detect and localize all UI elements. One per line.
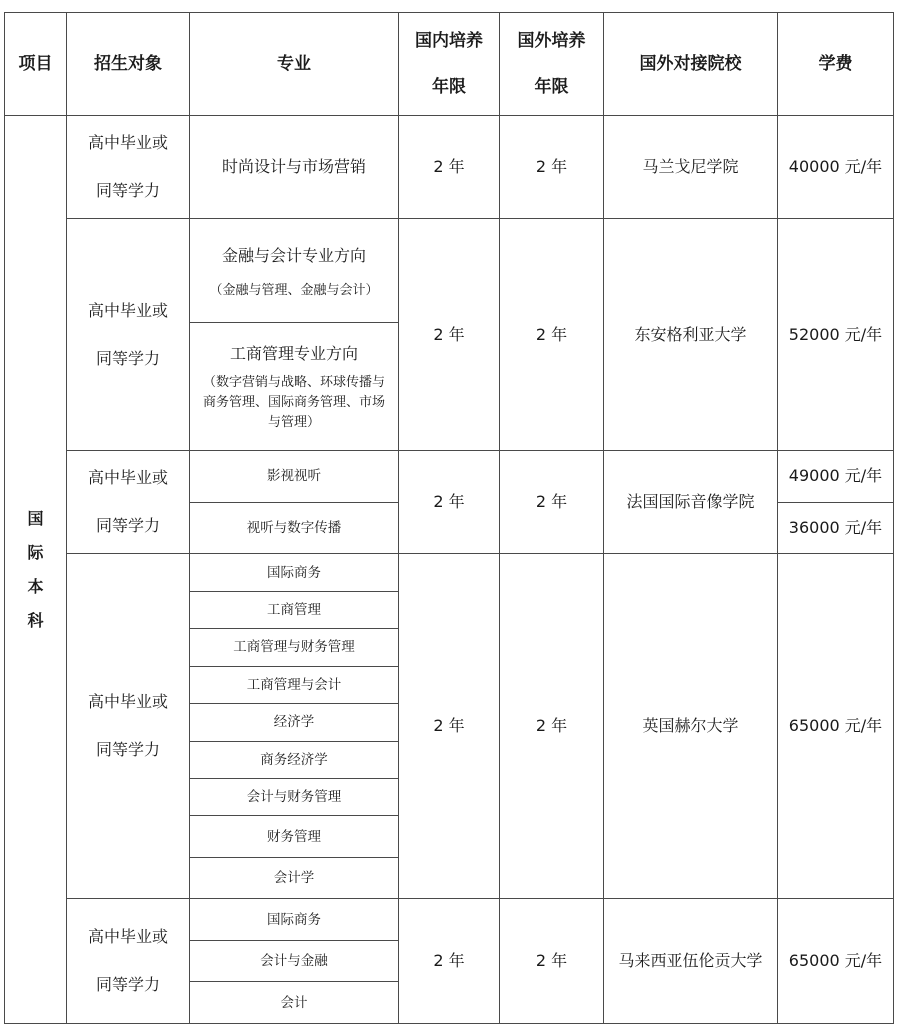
major-cell: 会计与财务管理 [190,779,399,816]
major-cell: 影视视听 [190,451,399,503]
major-cell [190,322,399,451]
major-cell: 工商管理与财务管理 [190,629,399,666]
table-row [5,219,894,322]
partner-cell: 法国国际音像学院 [604,451,778,554]
target-cell [67,554,190,899]
tuition-cell: 52000 元/年 [778,219,894,451]
header-project: 项目 [5,13,67,116]
target-cell [67,451,190,554]
project-char: 国 [27,508,44,528]
partner-cell: 英国赫尔大学 [604,554,778,899]
major-cell: 财务管理 [190,816,399,857]
overseas-years-cell: 2 年 [500,899,604,1024]
header-tuition: 学费 [778,13,894,116]
partner-cell: 马来西亚伍伦贡大学 [604,899,778,1024]
header-partner: 国外对接院校 [604,13,778,116]
partner-cell: 马兰戈尼学院 [604,116,778,219]
table-row [5,554,894,591]
target-line2: 同等学力 [95,181,160,201]
target-line2: 同等学力 [95,516,160,536]
header-domestic-years [399,13,500,116]
overseas-years-cell: 2 年 [500,554,604,899]
tuition-cell: 65000 元/年 [778,554,894,899]
overseas-years-cell: 2 年 [500,116,604,219]
major-cell: 工商管理与会计 [190,666,399,703]
major-cell: 经济学 [190,704,399,741]
domestic-years-cell: 2 年 [399,116,500,219]
target-line2: 同等学力 [95,740,160,760]
major-cell: 视听与数字传播 [190,502,399,554]
major-note: （金融与管理、金融与会计） [209,282,379,298]
domestic-years-cell: 2 年 [399,899,500,1024]
header-row [5,13,894,116]
header-overseas-years-line2: 年限 [534,77,569,98]
target-line1: 高中毕业或 [87,927,168,947]
domestic-years-cell: 2 年 [399,451,500,554]
project-char: 本 [27,576,44,596]
target-line1: 高中毕业或 [87,300,168,320]
major-cell: 商务经济学 [190,741,399,778]
major-cell [190,219,399,322]
target-cell [67,219,190,451]
partner-cell: 东安格利亚大学 [604,219,778,451]
major-title: 金融与会计专业方向 [221,245,366,265]
table-row [5,116,894,219]
major-cell: 会计与金融 [190,940,399,981]
target-line1: 高中毕业或 [87,133,168,153]
major-title: 工商管理专业方向 [229,344,358,364]
header-domestic-years-line1: 国内培养 [415,31,483,52]
major-cell: 会计学 [190,857,399,898]
overseas-years-cell: 2 年 [500,219,604,451]
header-overseas-years-line1: 国外培养 [517,31,586,52]
table-row [5,451,894,503]
table-row [5,899,894,940]
target-cell [67,116,190,219]
program-table [4,12,894,1024]
project-char: 科 [27,610,44,630]
header-major: 专业 [190,13,399,116]
project-cell [5,116,67,1024]
tuition-cell: 49000 元/年 [778,451,894,503]
overseas-years-cell: 2 年 [500,451,604,554]
header-overseas-years [500,13,604,116]
target-line1: 高中毕业或 [87,692,168,712]
major-cell: 国际商务 [190,899,399,940]
header-domestic-years-line2: 年限 [432,77,466,98]
target-line2: 同等学力 [95,348,160,368]
major-cell: 会计 [190,982,399,1024]
domestic-years-cell: 2 年 [399,554,500,899]
target-line1: 高中毕业或 [87,468,168,488]
tuition-cell: 65000 元/年 [778,899,894,1024]
header-target: 招生对象 [67,13,190,116]
domestic-years-cell: 2 年 [399,219,500,451]
tuition-cell: 40000 元/年 [778,116,894,219]
tuition-cell: 36000 元/年 [778,502,894,554]
major-note: （数字营销与战略、环球传播与商务管理、国际商务管理、市场与管理） [202,375,385,431]
target-cell [67,899,190,1024]
project-char: 际 [27,542,44,562]
major-cell: 时尚设计与市场营销 [190,116,399,219]
target-line2: 同等学力 [95,975,160,995]
major-cell: 工商管理 [190,591,399,628]
major-cell: 国际商务 [190,554,399,591]
